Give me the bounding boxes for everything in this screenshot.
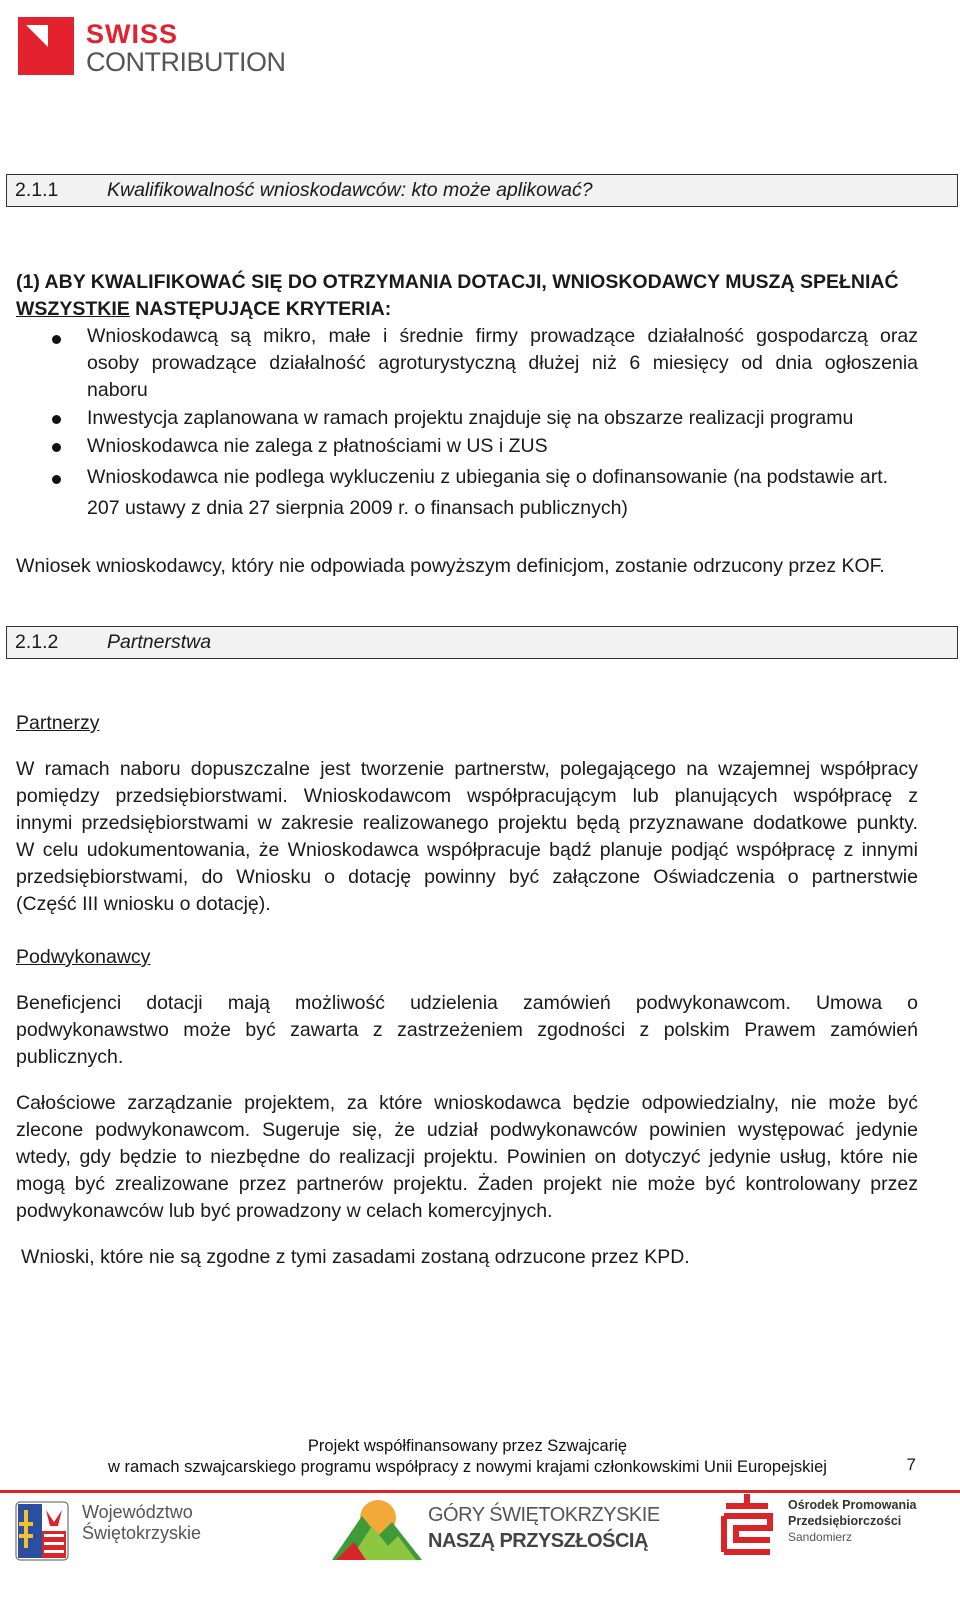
- bullet-icon: [52, 415, 61, 424]
- subcontractors-p2-line-1: Całościowe zarządzanie projektem, za które wnioskodawca będzie odpowiedzialny, nie może być: [16, 1092, 918, 1114]
- section-number: 2.1.1: [15, 179, 59, 201]
- partners-line-1: W ramach naboru dopuszczalne jest tworzenie partnerstw, polegającego na wzajemnej współpracy: [16, 758, 918, 780]
- gory-text-line1: GÓRY ŚWIĘTOKRZYSKIE: [428, 1504, 660, 1526]
- bullet-icon: [52, 443, 61, 452]
- ospp-emblem-icon: [716, 1490, 778, 1560]
- rejection-note: Wniosek wnioskodawcy, który nie odpowiada powyższym definicjom, zostanie odrzucony przez KOF.: [16, 555, 885, 577]
- ospp-text-line1: Ośrodek Promowania: [788, 1498, 917, 1512]
- criteria-heading-line2: [16, 296, 391, 324]
- mountains-icon: [332, 1496, 422, 1560]
- wojewodztwo-logo: [14, 1500, 214, 1560]
- section-heading-2-1-2: [6, 626, 958, 659]
- subcontractors-p1-line-1: Beneficjenci dotacji mają możliwość udzielenia zamówień podwykonawcom. Umowa o: [16, 992, 918, 1014]
- criteria-item-1-line1: Wnioskodawcą są mikro, małe i średnie firmy prowadzące działalność gospodarczą oraz: [87, 325, 918, 347]
- bullet-icon: [52, 335, 61, 344]
- subcontractors-p1-line-3: publicznych.: [16, 1046, 124, 1068]
- logo-word-contribution: CONTRIBUTION: [86, 47, 286, 77]
- subcontractors-p2-line-2: zlecone podwykonawcom. Sugeruje się, że udział podwykonawców powinien występować jedynie: [16, 1119, 918, 1141]
- criteria-item-1-line2: osoby prowadzące działalność agroturystyczną dłużej niż 6 miesięcy od dnia ogłoszenia: [87, 352, 918, 374]
- section-title: Partnerstwa: [107, 631, 212, 653]
- criteria-item-1-line3: naboru: [87, 379, 148, 401]
- section-title: Kwalifikowalność wnioskodawców: kto może aplikować?: [107, 179, 593, 201]
- bullet-icon: [52, 475, 61, 484]
- ospp-text-line3: Sandomierz: [788, 1530, 853, 1544]
- partners-line-6: (Część III wniosku o dotację).: [16, 893, 271, 915]
- partners-line-3: innymi przedsiębiorstwami w zakresie realizowanego projektu będą przyznawane dodatkowe punkty.: [16, 812, 918, 834]
- subcontractors-p2-line-3: wtedy, gdy będzie to niezbędne do realizacji projektu. Powinien on dotyczyć jedynie usług, które nie: [16, 1146, 918, 1168]
- criteria-item-4-line2: 207 ustawy z dnia 27 sierpnia 2009 r. o finansach publicznych): [87, 497, 628, 519]
- subcontractors-p2-line-4: mogą być zrealizowane przez partnerów projektu. Żaden projekt nie może być kontrolowany przez: [16, 1173, 918, 1195]
- ospp-text-line2: Przedsiębiorczości: [788, 1514, 902, 1528]
- criteria-item-3: Wnioskodawca nie zalega z płatnościami w US i ZUS: [87, 435, 548, 457]
- swiss-cross-logo-icon: [18, 17, 74, 75]
- partners-line-4: W celu udokumentowania, że Wnioskodawca współpracuje bądź planuje podjąć współpracę z innymi: [16, 839, 918, 861]
- criteria-heading-line1: (1) ABY KWALIFIKOWAĆ SIĘ DO OTRZYMANIA DOTACJI, WNIOSKODAWCY MUSZĄ SPEŁNIAĆ: [16, 271, 899, 293]
- logo-word-swiss: SWISS: [86, 19, 179, 49]
- criteria-all-underlined: WSZYSTKIE: [16, 298, 130, 320]
- partners-line-5: przedsiębiorstwami, do Wniosku o dotację powinny być załączone Oświadczenia o partnerstwie: [16, 866, 918, 888]
- subcontractors-p1-line-2: podwykonawstwo może być zawarta z zastrzeżeniem zgodności z polskim Prawem zamówień: [16, 1019, 918, 1041]
- footer-programme-line: w ramach szwajcarskiego programu współpracy z nowymi krajami członkowskimi Unii Europejskiej: [108, 1458, 827, 1476]
- page-number: 7: [906, 1455, 916, 1474]
- partners-heading: Partnerzy: [16, 712, 100, 734]
- wojewodztwo-text-line2: Świętokrzyskie: [82, 1523, 202, 1543]
- final-note: Wnioski, które nie są zgodne z tymi zasadami zostaną odrzucone przez KPD.: [21, 1246, 690, 1268]
- partners-line-2: pomiędzy przedsiębiorstwami. Wnioskodawcom współpracującym lub planujących współpracę z: [16, 785, 918, 807]
- footer-cofinanced-line: Projekt współfinansowany przez Szwajcarię: [307, 1437, 628, 1455]
- subcontractors-heading: Podwykonawcy: [16, 946, 151, 968]
- subcontractors-p2-line-5: podwykonawców lub być prowadzony w celach komercyjnych.: [16, 1200, 553, 1222]
- criteria-item-2: Inwestycja zaplanowana w ramach projektu znajduje się na obszarze realizacji programu: [87, 407, 854, 429]
- criteria-item-4-line1: Wnioskodawca nie podlega wykluczeniu z ubiegania się o dofinansowanie (na podstawie art.: [87, 466, 889, 488]
- wojewodztwo-text-line1: Województwo: [82, 1502, 193, 1522]
- criteria-heading-rest: NASTĘPUJĄCE KRYTERIA:: [129, 298, 392, 320]
- section-number: 2.1.2: [15, 631, 59, 653]
- gory-swietokrzyskie-logo: [332, 1492, 660, 1562]
- ospp-sandomierz-logo: [716, 1490, 916, 1560]
- section-heading-2-1-1: [6, 174, 958, 207]
- coat-of-arms-icon: [14, 1500, 70, 1562]
- gory-text-line2: NASZĄ PRZYSZŁOŚCIĄ: [428, 1530, 648, 1552]
